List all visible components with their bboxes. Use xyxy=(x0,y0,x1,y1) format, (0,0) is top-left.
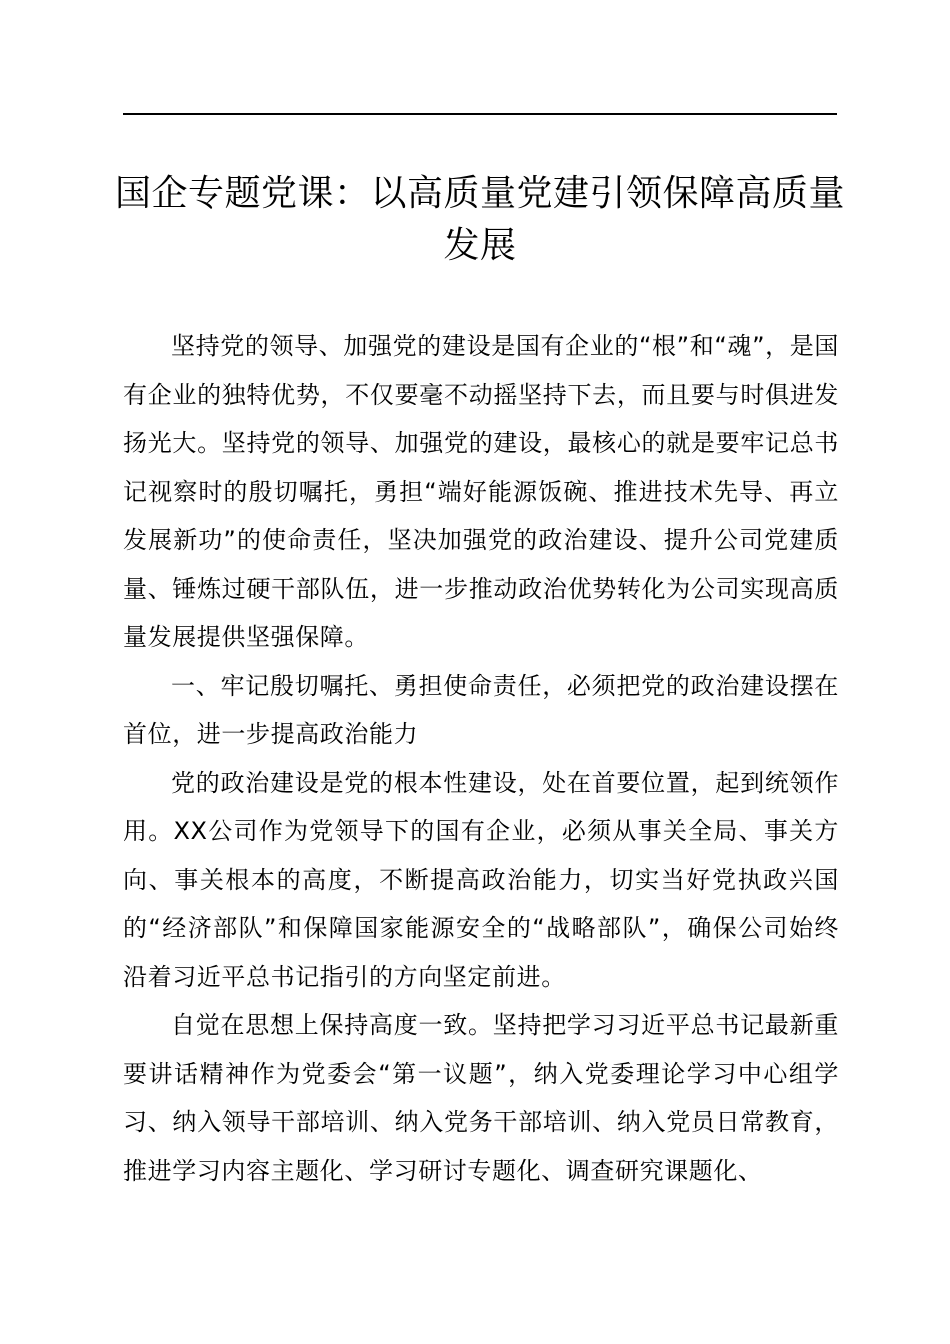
document-body xyxy=(123,322,839,1195)
section-1-paragraph-1: 党的政治建设是党的根本性建设，处在首要位置，起到统领作用。XX公司作为党领导下的国有企业，必须从事关全局、事关方向、事关根本的高度，不断提高政治能力，切实当好党执政兴国的“经济部队”和保障国家能源安全的“战略部队”，确保公司始终沿着习近平总书记指引的方向坚定前进。 xyxy=(123,768,839,991)
section-heading-1: 一、牢记殷切嘱托、勇担使命责任，必须把党的政治建设摆在首位，进一步提高政治能力 xyxy=(123,671,839,748)
section-1-paragraph-2: 自觉在思想上保持高度一致。坚持把学习习近平总书记最新重要讲话精神作为党委会“第一议题”，纳入党委理论学习中心组学习、纳入领导干部培训、纳入党务干部培训、纳入党员日常教育，推进学习内容主题化、学习研讨专题化、调查研究课题化、 xyxy=(123,1011,839,1185)
document-title: 国企专题党课：以高质量党建引领保障高质量发展 xyxy=(114,173,845,266)
intro-paragraph: 坚持党的领导、加强党的建设是国有企业的“根”和“魂”，是国有企业的独特优势，不仅要毫不动摇坚持下去，而且要与时俱进发扬光大。坚持党的领导、加强党的建设，最核心的就是要牢记总书记视察时的殷切嘱托，勇担“端好能源饭碗、推进技术先导、再立发展新功”的使命责任，坚决加强党的政治建设、提升公司党建质量、锤炼过硬干部队伍，进一步推动政治优势转化为公司实现高质量发展提供坚强保障。 xyxy=(123,332,839,651)
header-rule xyxy=(123,113,837,115)
